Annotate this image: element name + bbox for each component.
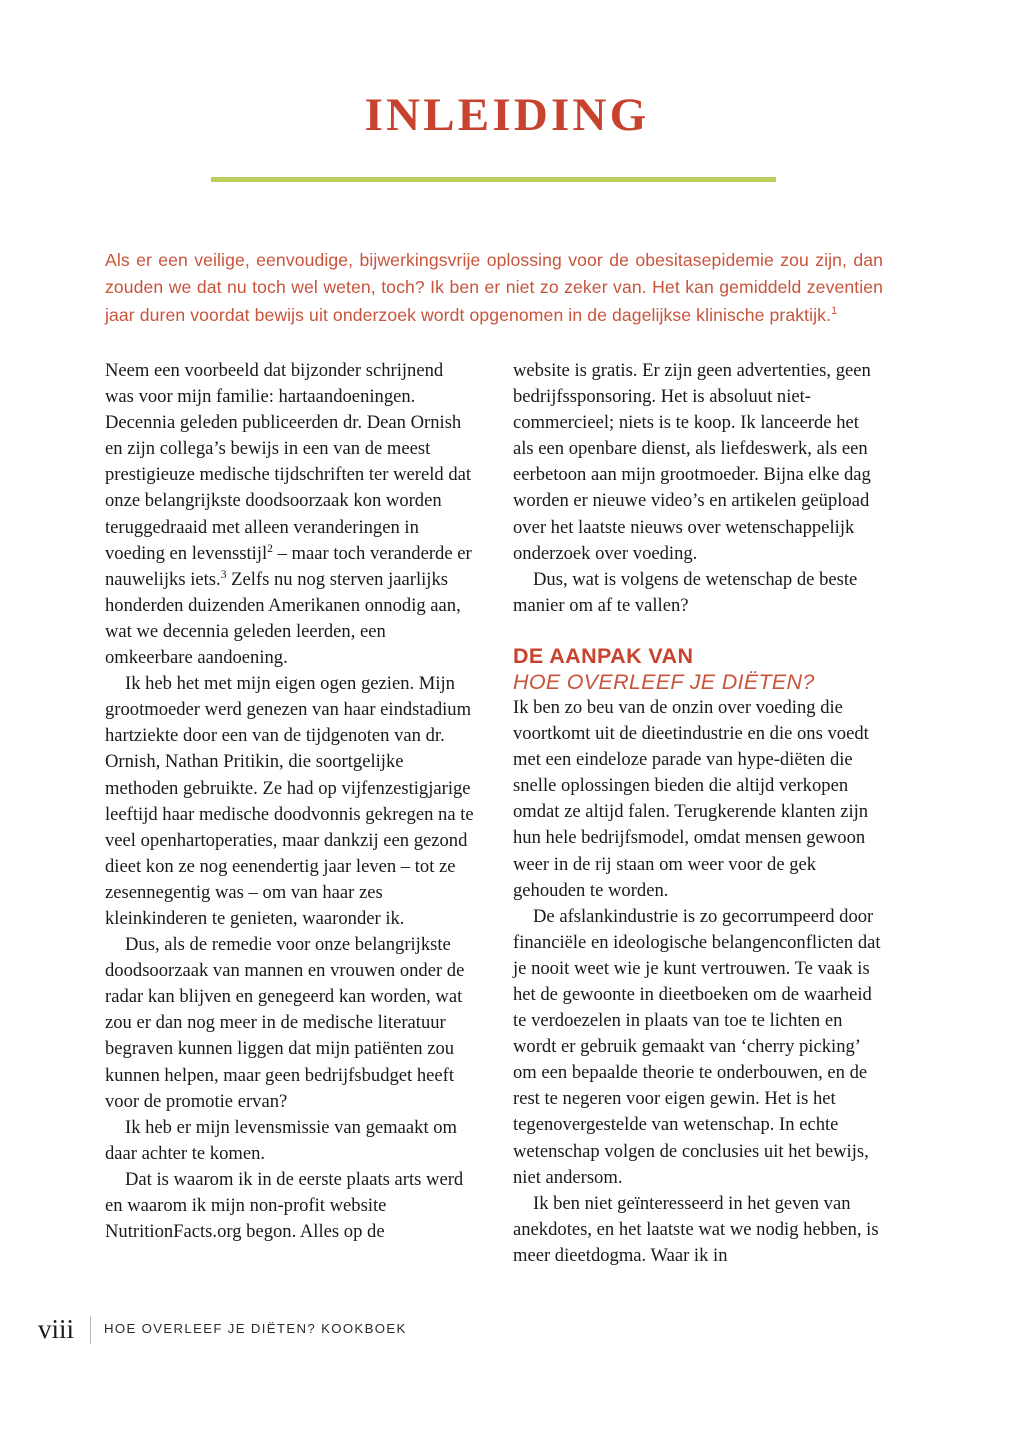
section-heading (513, 643, 883, 695)
left-column-paragraph: Dat is waarom ik in de eerste plaats arts werd en waarom ik mijn non-profit website NutritionFacts.org begon. Alles op de (105, 1168, 464, 1243)
footnote-marker: 3 (220, 568, 227, 581)
right-column-paragraph: De afslankindustrie is zo gecorrumpeerd door financiële en ideologische belangenconflicten dat je nooit weet wie je kunt vertrouwen. Te vaak is het de gewoonte in dieetboeken om de waarheid te verdoezelen in plaats van toe te lichten en wordt er gebruik gemaakt van ‘cherry picking’ om een bepaalde theorie te onderbouwen, en de rest te negeren voor eigen gewin. Het is het tegenovergestelde van wetenschap. In echte wetenschap volgen de conclusies uit het bewijs, niet andersom. (513, 905, 881, 1188)
right-column-paragraph: Ik ben zo beu van de onzin over voeding die voortkomt uit de dieetindustrie en die ons voedt met een eindeloze parade van hype-diëten die snelle oplossingen bieden die altijd verkopen omdat ze altijd falen. Terugkerende klanten zijn hun hele bedrijfsmodel, omdat mensen gewoon weer in de rij staan om weer voor de gek gehouden te worden. (513, 696, 869, 901)
folio-page-number: viii (38, 1314, 75, 1344)
section-heading-book-title: HOE OVERLEEF JE DIËTEN? (513, 669, 815, 694)
left-column-paragraph: Neem een voorbeeld dat bijzonder schrijnend was voor mijn familie: hartaandoeningen. Decennia geleden publiceerden dr. Dean Ornish en zijn collega’s bewijs in een van de meest prestigieuze medische tijdschriften ter wereld dat onze belangrijkste doodsoorzaak kon worden teruggedraaid met alleen veranderingen in voeding en levensstijl$^2$ – maar toch veranderde er nauwelijks iets.$^3$ Zelfs nu nog sterven jaarlijks honderden duizenden Amerikanen onnodig aan, wat we decennia geleden leerden, een omkeerbare aandoening. (105, 360, 472, 669)
body-column-left (105, 358, 475, 1293)
body-columns (105, 358, 883, 1293)
standfirst-paragraph (105, 247, 883, 330)
title-underline-rule (211, 177, 776, 182)
right-column-paragraph: website is gratis. Er zijn geen advertenties, geen bedrijfssponsoring. Het is absoluut niet-commercieel; niets is te koop. Ik lanceerde het als een openbare dienst, als liefdeswerk, als een eerbetoon aan mijn grootmoeder. Bijna elke dag worden er nieuwe video’s en artikelen geüpload over het laatste nieuws over wetenschappelijk onderzoek over voeding. (513, 360, 871, 564)
standfirst-text: Als er een veilige, eenvoudige, bijwerkingsvrije oplossing voor de obesitasepidemie zou zijn, dan zouden we dat nu toch wel weten, toch? Ik ben er niet zo zeker van. Het kan gemiddeld zeventien jaar duren voordat bewijs uit onderzoek wordt opgenomen in de dagelijkse klinische praktijk. (105, 249, 883, 325)
right-column-paragraph: Dus, wat is volgens de wetenschap de beste manier om af te vallen? (513, 568, 858, 616)
left-column-paragraph: Ik heb er mijn levensmissie van gemaakt om daar achter te komen. (105, 1116, 458, 1164)
masthead (0, 89, 1014, 141)
footnote-marker: 2 (267, 542, 273, 555)
body-column-right (513, 358, 883, 1293)
footer-divider (90, 1316, 91, 1344)
standfirst-footnote-marker: 1 (831, 304, 838, 317)
page-title: INLEIDING (364, 89, 650, 141)
left-column-paragraph: Dus, als de remedie voor onze belangrijkste doodsoorzaak van mannen en vrouwen onder de radar kan blijven en genegeerd kan worden, wat zou er dan nog meer in de medische literatuur begraven kunnen liggen dat mijn patiënten zou kunnen helpen, maar geen bedrijfsbudget heeft voor de promotie ervan? (105, 934, 465, 1112)
running-head: HOE OVERLEEF JE DIËTEN? KOOKBOEK (104, 1321, 407, 1336)
left-column-paragraph: Ik heb het met mijn eigen ogen gezien. Mijn grootmoeder werd genezen van haar eindstadium hartziekte door een van de tijdgenoten van dr. Ornish, Nathan Pritikin, die soortgelijke methoden gebruikte. Ze had op vijfenzestigjarige leeftijd haar medische doodvonnis gekregen na te veel openhartoperaties, maar dankzij een gezond dieet kon ze nog eenendertig jaar leven – tot ze zesennegentig was – om van haar zes kleinkinderen te genieten, waaronder ik. (105, 673, 474, 929)
page-footer (0, 1312, 1014, 1358)
right-column-paragraph: Ik ben niet geïnteresseerd in het geven van anekdotes, en het laatste wat we nodig hebben, is meer dieetdogma. Waar ik in (513, 1192, 879, 1266)
section-heading-kicker: DE AANPAK VAN (513, 643, 694, 668)
